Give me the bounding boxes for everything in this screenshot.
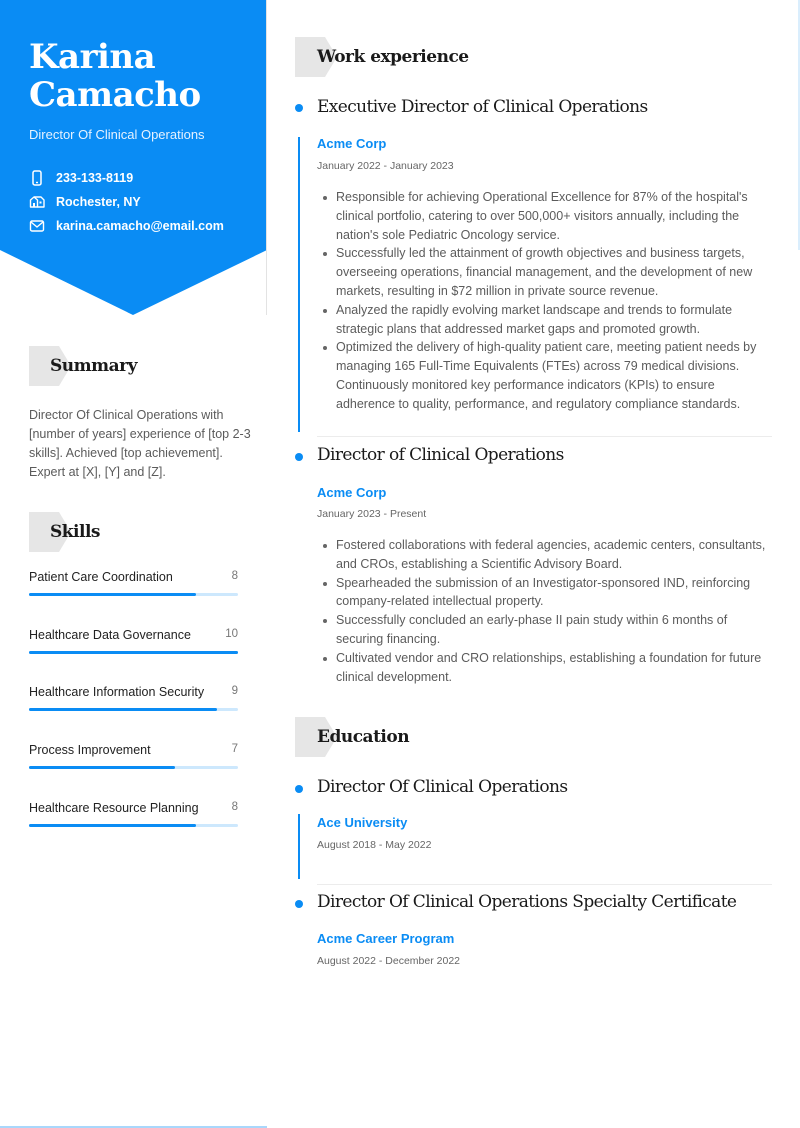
phone-text: 233-133-8119 [56,171,134,185]
skill-name: Patient Care Coordination [29,570,173,584]
skill-item [29,743,238,801]
skill-bar-fill [29,708,217,711]
summary-title: Summary [50,356,137,376]
skill-bar [29,593,238,596]
job-dates: January 2023 - Present [317,508,427,520]
school-name: Ace University [317,815,408,830]
job-title: Director of Clinical Operations [317,445,564,465]
skill-item [29,801,238,859]
timeline-dot [295,900,303,908]
education-title: Education [317,727,410,747]
skills-title: Skills [50,522,101,542]
education-dates: August 2022 - December 2022 [317,955,461,967]
timeline-line [298,814,300,879]
entry-divider [317,884,772,885]
contact-list [29,166,224,238]
job-dates: January 2022 - January 2023 [317,160,454,172]
entry-divider [317,436,772,437]
timeline-dot [295,453,303,461]
summary-text: Director Of Clinical Operations with [number of years] experience of [top 2-3 skills]. Achieved [top achievement]. Expert at [X], [Y] and [Z]. [29,408,251,479]
last-name: Camacho [29,75,201,115]
skill-bar [29,651,238,654]
sidebar-rule [266,0,267,315]
job-title: Executive Director of Clinical Operations [317,97,648,117]
skill-item [29,628,238,686]
skill-bar [29,766,238,769]
timeline-dot [295,104,303,112]
skill-bar-fill [29,766,175,769]
skill-bar [29,708,238,711]
skill-item [29,570,238,628]
list-item: Successfully concluded an early-phase II pain study within 6 months of securing financing. [317,611,775,649]
job-bullets [317,536,775,686]
list-item: Spearheaded the submission of an Investigator-sponsored IND, reinforcing company-related intellectual property. [317,574,775,612]
skill-level: 10 [225,627,238,640]
contact-location [29,190,224,214]
location-icon [29,194,45,210]
skill-name: Healthcare Resource Planning [29,800,199,815]
education-heading [295,717,410,757]
skill-bar-fill [29,593,196,596]
location-text: Rochester, NY [56,195,141,209]
timeline-dot [295,785,303,793]
skill-level: 8 [231,570,238,582]
skill-bar-fill [29,824,196,827]
degree-title: Director Of Clinical Operations Specialty Certificate [317,892,737,912]
summary-heading [29,346,137,386]
job-company: Acme Corp [317,136,387,151]
list-item: Analyzed the rapidly evolving market landscape and trends to formulate strategic plans that addressed market gaps and promoted growth. [317,301,775,339]
list-item: Cultivated vendor and CRO relationships, establishing a foundation for future clinical development. [317,649,775,687]
skill-name: Healthcare Information Security [29,685,205,700]
work-title: Work experience [317,47,469,67]
job-company: Acme Corp [317,485,387,500]
first-name: Karina [29,37,156,77]
work-heading [295,37,469,77]
timeline-line [298,137,300,432]
phone-icon [29,170,45,186]
skill-item [29,685,238,743]
email-text: karina.camacho@email.com [56,219,224,233]
skill-level: 9 [231,685,238,698]
job-bullets [317,188,775,414]
skill-name: Process Improvement [29,743,151,758]
education-dates: August 2018 - May 2022 [317,839,432,851]
skills-heading [29,512,101,552]
contact-phone[interactable] [29,166,224,190]
candidate-name [29,38,259,114]
skills-list [29,570,238,858]
skill-bar-fill [29,651,238,654]
list-item: Responsible for achieving Operational Excellence for 87% of the hospital's clinical portfolio, catering to over 500,000+ visitors annually, including the nation's sole Pediatric Oncology service. [317,188,775,244]
sidebar [0,0,267,1128]
skill-level: 7 [231,743,238,756]
skill-level: 8 [231,800,238,813]
skill-bar [29,824,238,827]
school-name: Acme Career Program [317,931,455,946]
contact-email[interactable] [29,214,224,238]
headline: Director Of Clinical Operations [29,127,205,142]
email-icon [29,218,45,234]
list-item: Successfully led the attainment of growth objectives and business targets, overseeing operations, financial management, and the development of new markets, resulting in $72 million in private source revenue. [317,244,775,300]
skill-name: Healthcare Data Governance [29,627,191,642]
list-item: Optimized the delivery of high-quality patient care, meeting patient needs by managing 165 Full-Time Equivalents (FTEs) across 79 medical divisions. Continuously monitored key performance indicators (KPIs) to ensure adherence to quality, performance, and regulatory compliance standards. [317,338,775,413]
degree-title: Director Of Clinical Operations [317,777,568,797]
list-item: Fostered collaborations with federal agencies, academic centers, consultants, and CROs, establishing a Scientific Advisory Board. [317,536,775,574]
